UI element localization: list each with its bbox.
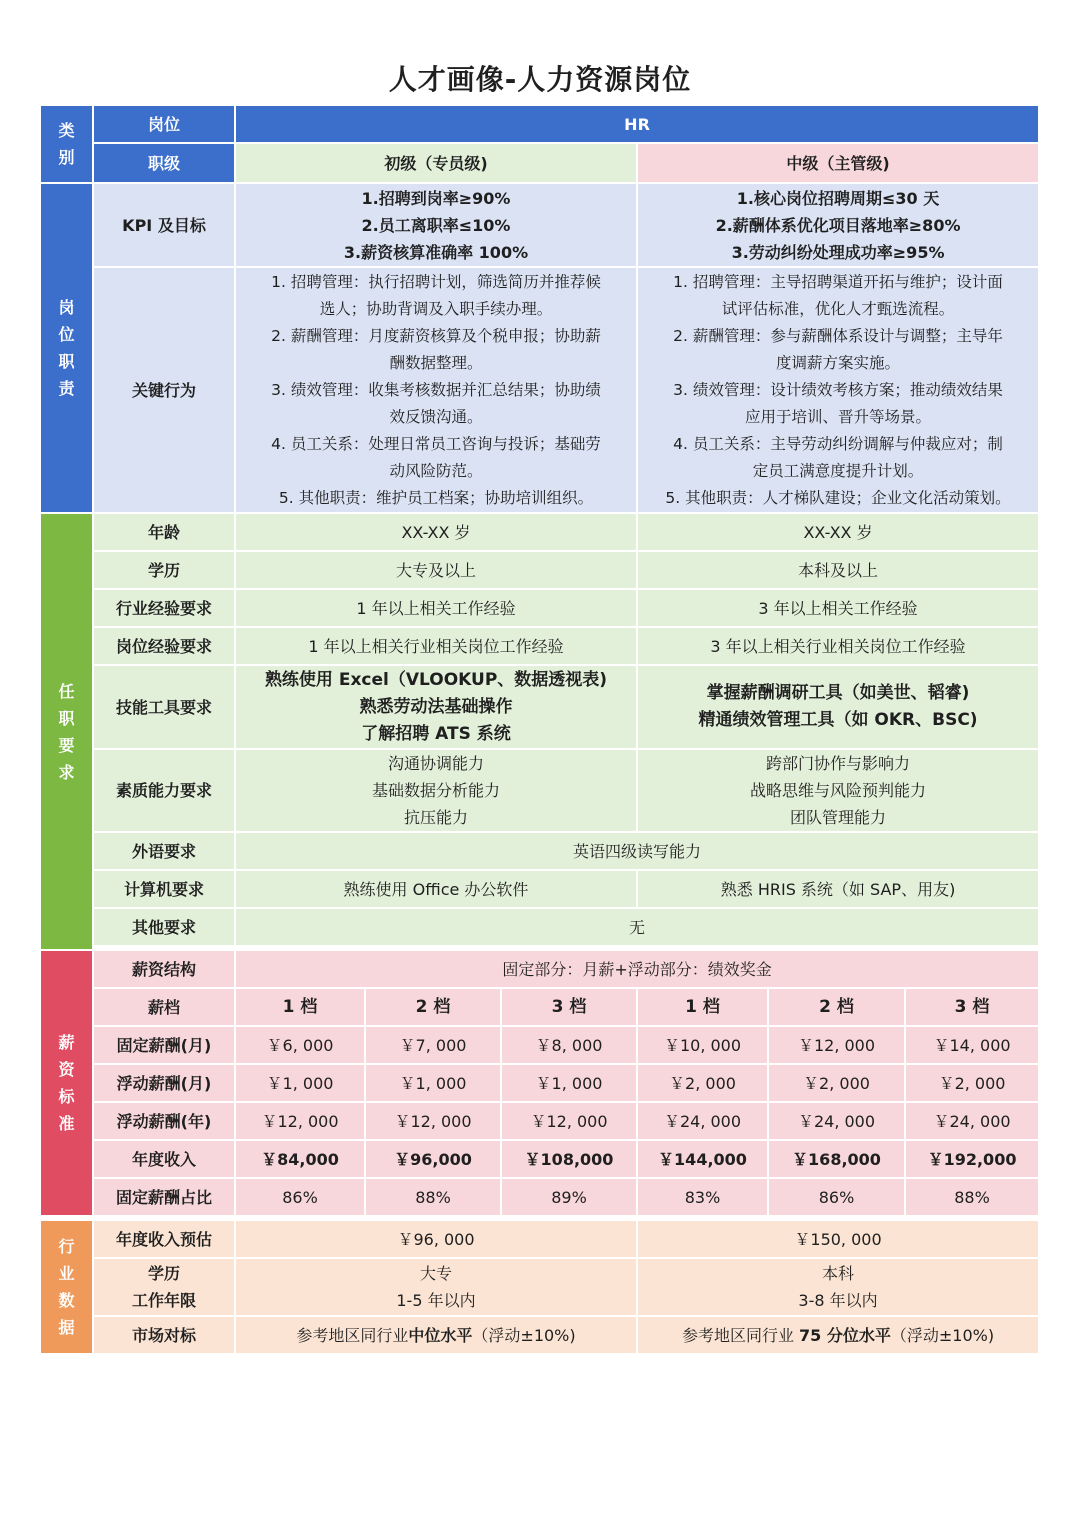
kpi-mid: 1.核心岗位招聘周期≤30 天 2.薪酬体系优化项目落地率≥80% 3.劳动纠纷处理成功率≥95%: [638, 184, 1040, 268]
fixed-monthly-cell: ￥7, 000: [366, 1027, 502, 1065]
fixed-ratio-cell: 89%: [502, 1179, 638, 1217]
category-industry: 行 业 数 据: [41, 1221, 94, 1355]
other-label: 其他要求: [94, 909, 236, 947]
annual-income-cell: ￥168,000: [769, 1141, 906, 1179]
float-monthly-cell: ￥2, 000: [906, 1065, 1040, 1103]
float-yearly-label: 浮动薪酬(年): [94, 1103, 236, 1141]
level-junior: 初级（专员级): [236, 144, 638, 184]
fixed-ratio-cell: 83%: [638, 1179, 769, 1217]
position-value: HR: [236, 106, 1040, 144]
market-junior: 参考地区同行业中位水平（浮动±10%): [236, 1317, 638, 1355]
language-value: 英语四级读写能力: [236, 833, 1040, 871]
fixed-ratio-cell: 86%: [769, 1179, 906, 1217]
float-yearly-cell: ￥12, 000: [236, 1103, 366, 1141]
tier-cell: 3 档: [906, 989, 1040, 1027]
float-monthly-cell: ￥2, 000: [638, 1065, 769, 1103]
industry-exp-junior: 1 年以上相关工作经验: [236, 590, 638, 628]
annual-income-cell: ￥96,000: [366, 1141, 502, 1179]
float-monthly-cell: ￥2, 000: [769, 1065, 906, 1103]
education-junior: 大专及以上: [236, 552, 638, 590]
fixed-monthly-label: 固定薪酬(月): [94, 1027, 236, 1065]
quality-junior: 沟通协调能力 基础数据分析能力 抗压能力: [236, 750, 638, 833]
annual-income-cell: ￥192,000: [906, 1141, 1040, 1179]
kpi-junior: 1.招聘到岗率≥90% 2.员工离职率≤10% 3.薪资核算准确率 100%: [236, 184, 638, 268]
float-monthly-label: 浮动薪酬(月): [94, 1065, 236, 1103]
salary-structure-value: 固定部分：月薪+浮动部分：绩效奖金: [236, 951, 1040, 989]
float-monthly-cell: ￥1, 000: [236, 1065, 366, 1103]
category-header: 类 别: [41, 106, 94, 184]
language-label: 外语要求: [94, 833, 236, 871]
age-label: 年龄: [94, 514, 236, 552]
annual-income-cell: ￥84,000: [236, 1141, 366, 1179]
edu-years-junior: 大专 1-5 年以内: [236, 1259, 638, 1317]
position-exp-label: 岗位经验要求: [94, 628, 236, 666]
computer-label: 计算机要求: [94, 871, 236, 909]
behavior-junior: 1. 招聘管理：执行招聘计划，筛选简历并推荐候 选人；协助背调及入职手续办理。 2. 薪酬管理：月度薪资核算及个税申报；协助薪 酬数据整理。 3. 绩效管理：收集考核数据并汇总结果；协助绩 效反馈沟通。 4. 员工关系：处理日常员工咨询与投诉；基础劳 动风险防范。 5. 其他职责：维护员工档案；协助培训组织。: [236, 268, 638, 514]
fixed-ratio-cell: 88%: [906, 1179, 1040, 1217]
computer-junior: 熟练使用 Office 办公软件: [236, 871, 638, 909]
fixed-ratio-cell: 88%: [366, 1179, 502, 1217]
fixed-ratio-cell: 86%: [236, 1179, 366, 1217]
tier-label: 薪档: [94, 989, 236, 1027]
fixed-monthly-cell: ￥6, 000: [236, 1027, 366, 1065]
age-mid: XX-XX 岁: [638, 514, 1040, 552]
education-mid: 本科及以上: [638, 552, 1040, 590]
market-mid: 参考地区同行业 75 分位水平（浮动±10%): [638, 1317, 1040, 1355]
category-duties: 岗 位 职 责: [41, 184, 94, 514]
talent-profile-table: [41, 106, 1040, 1355]
float-monthly-cell: ￥1, 000: [502, 1065, 638, 1103]
age-junior: XX-XX 岁: [236, 514, 638, 552]
category-requirements: 任 职 要 求: [41, 514, 94, 951]
annual-income-cell: ￥144,000: [638, 1141, 769, 1179]
tier-cell: 2 档: [366, 989, 502, 1027]
annual-income-label: 年度收入: [94, 1141, 236, 1179]
float-yearly-cell: ￥24, 000: [769, 1103, 906, 1141]
behavior-mid: 1. 招聘管理：主导招聘渠道开拓与维护；设计面 试评估标准，优化人才甄选流程。 2. 薪酬管理：参与薪酬体系设计与调整；主导年 度调薪方案实施。 3. 绩效管理：设计绩效考核方案；推动绩效结果 应用于培训、晋升等场景。 4. 员工关系：主导劳动纠纷调解与仲裁应对；制 定员工满意度提升计划。 5. 其他职责：人才梯队建设；企业文化活动策划。: [638, 268, 1040, 514]
salary-structure-label: 薪资结构: [94, 951, 236, 989]
float-yearly-cell: ￥12, 000: [502, 1103, 638, 1141]
level-label: 职级: [94, 144, 236, 184]
skill-label: 技能工具要求: [94, 666, 236, 750]
position-exp-mid: 3 年以上相关行业相关岗位工作经验: [638, 628, 1040, 666]
income-estimate-mid: ￥150, 000: [638, 1221, 1040, 1259]
quality-mid: 跨部门协作与影响力 战略思维与风险预判能力 团队管理能力: [638, 750, 1040, 833]
page-title: 人才画像-人力资源岗位: [388, 63, 692, 96]
quality-label: 素质能力要求: [94, 750, 236, 833]
float-monthly-cell: ￥1, 000: [366, 1065, 502, 1103]
tier-cell: 2 档: [769, 989, 906, 1027]
float-yearly-cell: ￥12, 000: [366, 1103, 502, 1141]
edu-years-mid: 本科 3-8 年以内: [638, 1259, 1040, 1317]
category-salary: 薪 资 标 准: [41, 951, 94, 1217]
fixed-ratio-label: 固定薪酬占比: [94, 1179, 236, 1217]
tier-cell: 3 档: [502, 989, 638, 1027]
float-yearly-cell: ￥24, 000: [906, 1103, 1040, 1141]
skill-junior: 熟练使用 Excel（VLOOKUP、数据透视表) 熟悉劳动法基础操作 了解招聘 ATS 系统: [236, 666, 638, 750]
position-exp-junior: 1 年以上相关行业相关岗位工作经验: [236, 628, 638, 666]
education-label: 学历: [94, 552, 236, 590]
float-yearly-cell: ￥24, 000: [638, 1103, 769, 1141]
income-estimate-junior: ￥96, 000: [236, 1221, 638, 1259]
kpi-label: KPI 及目标: [94, 184, 236, 268]
skill-mid: 掌握薪酬调研工具（如美世、韬睿) 精通绩效管理工具（如 OKR、BSC): [638, 666, 1040, 750]
level-mid: 中级（主管级): [638, 144, 1040, 184]
tier-cell: 1 档: [236, 989, 366, 1027]
position-label: 岗位: [94, 106, 236, 144]
fixed-monthly-cell: ￥10, 000: [638, 1027, 769, 1065]
fixed-monthly-cell: ￥8, 000: [502, 1027, 638, 1065]
industry-exp-mid: 3 年以上相关工作经验: [638, 590, 1040, 628]
edu-years-label: 学历 工作年限: [94, 1259, 236, 1317]
behavior-label: 关键行为: [94, 268, 236, 514]
industry-exp-label: 行业经验要求: [94, 590, 236, 628]
computer-mid: 熟悉 HRIS 系统（如 SAP、用友): [638, 871, 1040, 909]
other-value: 无: [236, 909, 1040, 947]
annual-income-cell: ￥108,000: [502, 1141, 638, 1179]
market-label: 市场对标: [94, 1317, 236, 1355]
fixed-monthly-cell: ￥12, 000: [769, 1027, 906, 1065]
income-estimate-label: 年度收入预估: [94, 1221, 236, 1259]
tier-cell: 1 档: [638, 989, 769, 1027]
fixed-monthly-cell: ￥14, 000: [906, 1027, 1040, 1065]
